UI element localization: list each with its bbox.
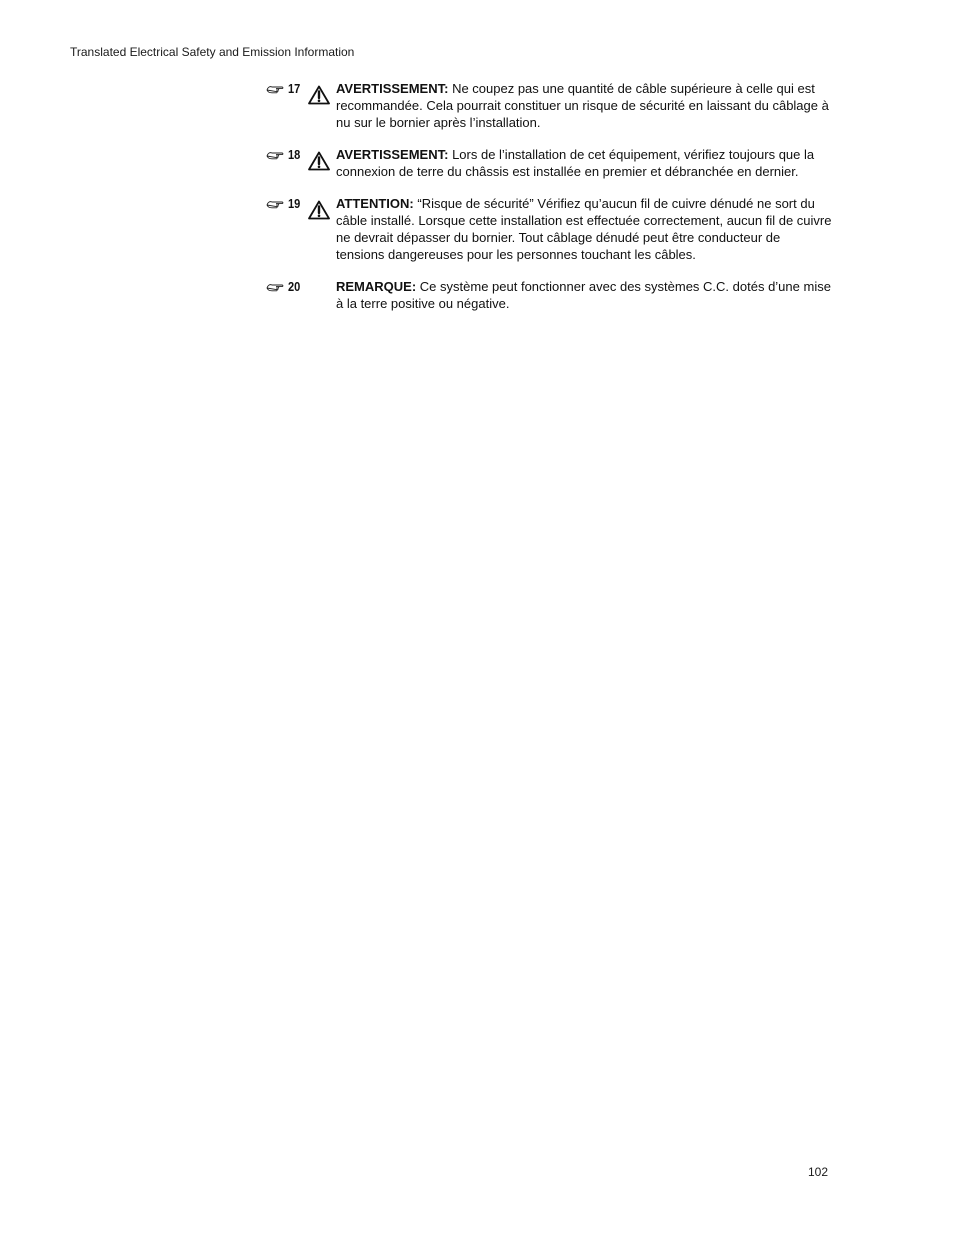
pointing-hand-icon (266, 149, 284, 161)
notice-text: Ce système peut fonctionner avec des systèmes C.C. dotés d’une mise à la terre positive ou négative. (336, 279, 831, 311)
notice-17 (266, 80, 832, 131)
notice-list (266, 80, 832, 327)
pointing-hand-icon (266, 198, 284, 210)
notice-number-marker (266, 278, 308, 296)
notice-number: 19 (288, 196, 301, 211)
notice-body (336, 146, 832, 180)
pointing-hand-icon (266, 83, 284, 95)
notice-text: Lors de l’installation de cet équipement, vérifiez toujours que la connexion de terre du châssis est installée en premier et débranchée en dernier. (336, 147, 815, 179)
notice-label: AVERTISSEMENT: (336, 147, 449, 162)
notice-label: AVERTISSEMENT: (336, 81, 449, 96)
warning-triangle-icon (308, 151, 330, 171)
notice-number-marker (266, 195, 308, 213)
notice-body (336, 195, 832, 263)
notice-body (336, 278, 832, 312)
notice-body (336, 80, 832, 131)
page-number: 102 (808, 1165, 829, 1179)
notice-text: Ne coupez pas une quantité de câble supérieure à celle qui est recommandée. Cela pourrait constituer un risque de sécurité en laissant du câblage à nu sur le bornier après l’installation. (336, 81, 829, 130)
notice-text: “Risque de sécurité” Vérifiez qu’aucun fil de cuivre dénudé ne sort du câble installé. Lorsque cette installation est effectuée correctement, aucun fil de cuivre ne devrait dépasser du bornier. Tout câblage dénudé peut être conducteur de tensions dangereuses pour les personnes touchant les câbles. (336, 196, 832, 262)
notice-number-marker (266, 146, 308, 164)
running-header: Translated Electrical Safety and Emission Information (70, 45, 355, 59)
warning-triangle-icon (308, 200, 330, 220)
notice-number: 17 (288, 81, 301, 96)
pointing-hand-icon (266, 281, 284, 293)
notice-number: 20 (288, 279, 301, 294)
notice-number-marker (266, 80, 308, 98)
notice-20 (266, 278, 832, 312)
notice-number: 18 (288, 147, 301, 162)
notice-19 (266, 195, 832, 263)
notice-label: REMARQUE: (336, 279, 417, 294)
notice-label: ATTENTION: (336, 196, 414, 211)
notice-18 (266, 146, 832, 180)
warning-triangle-icon (308, 85, 330, 105)
